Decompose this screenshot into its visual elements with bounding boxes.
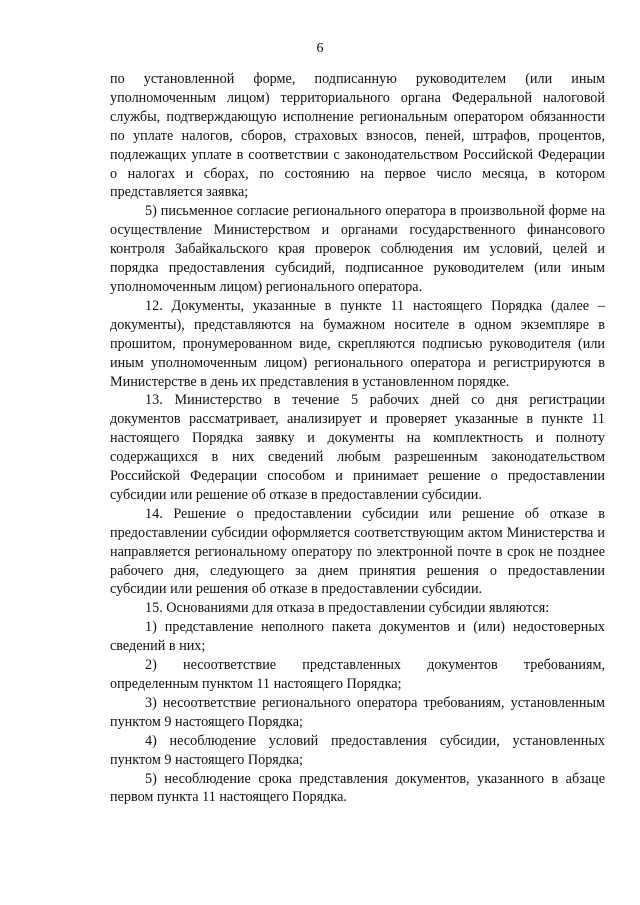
paragraph-15: 15. Основаниями для отказа в предоставлении субсидии являются: <box>145 600 550 617</box>
paragraph-13: 13. Министерство в течение 5 рабочих дней со дня регистрации документов рассматривает, анализирует и проверяет указанные в пункте 11 настоящего Порядка заявку и документы на комплектность и полноту содержащихся в них сведений любым разрешенным законодательством Российской Федерации способом и принимает решение о предоставлении субсидии или решение об отказе в предоставлении субсидии. <box>110 392 605 503</box>
paragraph-15-item-5: 5) несоблюдение срока представления документов, указанного в абзаце первом пункта 11 настоящего Порядка. <box>110 770 605 806</box>
document-body <box>110 70 605 807</box>
paragraph-15-item-2: 2) несоответствие представленных документов требованиям, определенным пунктом 11 настоящего Порядка; <box>110 657 605 692</box>
paragraph-continuation: по установленной форме, подписанную руководителем (или иным уполномоченным лицом) территориального органа Федеральной налоговой службы, подтверждающую исполнение региональным оператором обязанности по уплате налогов, сборов, страховых взносов, пеней, штрафов, процентов, подлежащих уплате в соответствии с законодательством Российской Федерации о налогах и сборах, по состоянию на первое число месяца, в котором представляется заявка; <box>110 71 605 201</box>
paragraph-15-item-3: 3) несоответствие регионального оператора требованиям, установленным пунктом 9 настоящего Порядка; <box>110 694 605 730</box>
paragraph-15-item-4: 4) несоблюдение условий предоставления субсидии, установленных пунктом 9 настоящего Порядка; <box>110 732 605 768</box>
paragraph-15-item-1: 1) представление неполного пакета документов и (или) недостоверных сведений в них; <box>110 619 605 655</box>
page-number: 6 <box>316 41 324 56</box>
paragraph-12: 12. Документы, указанные в пункте 11 настоящего Порядка (далее – документы), представляются на бумажном носителе в одном экземпляре в прошитом, пронумерованном виде, скрепляются подписью руководителя (или иным уполномоченным лицом) регионального оператора и регистрируются в Министерстве в день их представления в установленном порядке. <box>110 297 605 390</box>
paragraph-item-5-consent: 5) письменное согласие регионального оператора в произвольной форме на осуществление Министерством и органами государственного финансового контроля Забайкальского края проверок соблюдения им условий, целей и порядка предоставления субсидий, подписанное руководителем (или иным уполномоченным лицом) регионального оператора. <box>110 203 605 295</box>
paragraph-14: 14. Решение о предоставлении субсидии или решение об отказе в предоставлении субсидии оформляется соответствующим актом Министерства и направляется региональному оператору по электронной почте в срок не позднее рабочего дня, следующего за днем принятия решения о предоставлении субсидии или решения об отказе в предоставлении субсидии. <box>110 505 605 598</box>
